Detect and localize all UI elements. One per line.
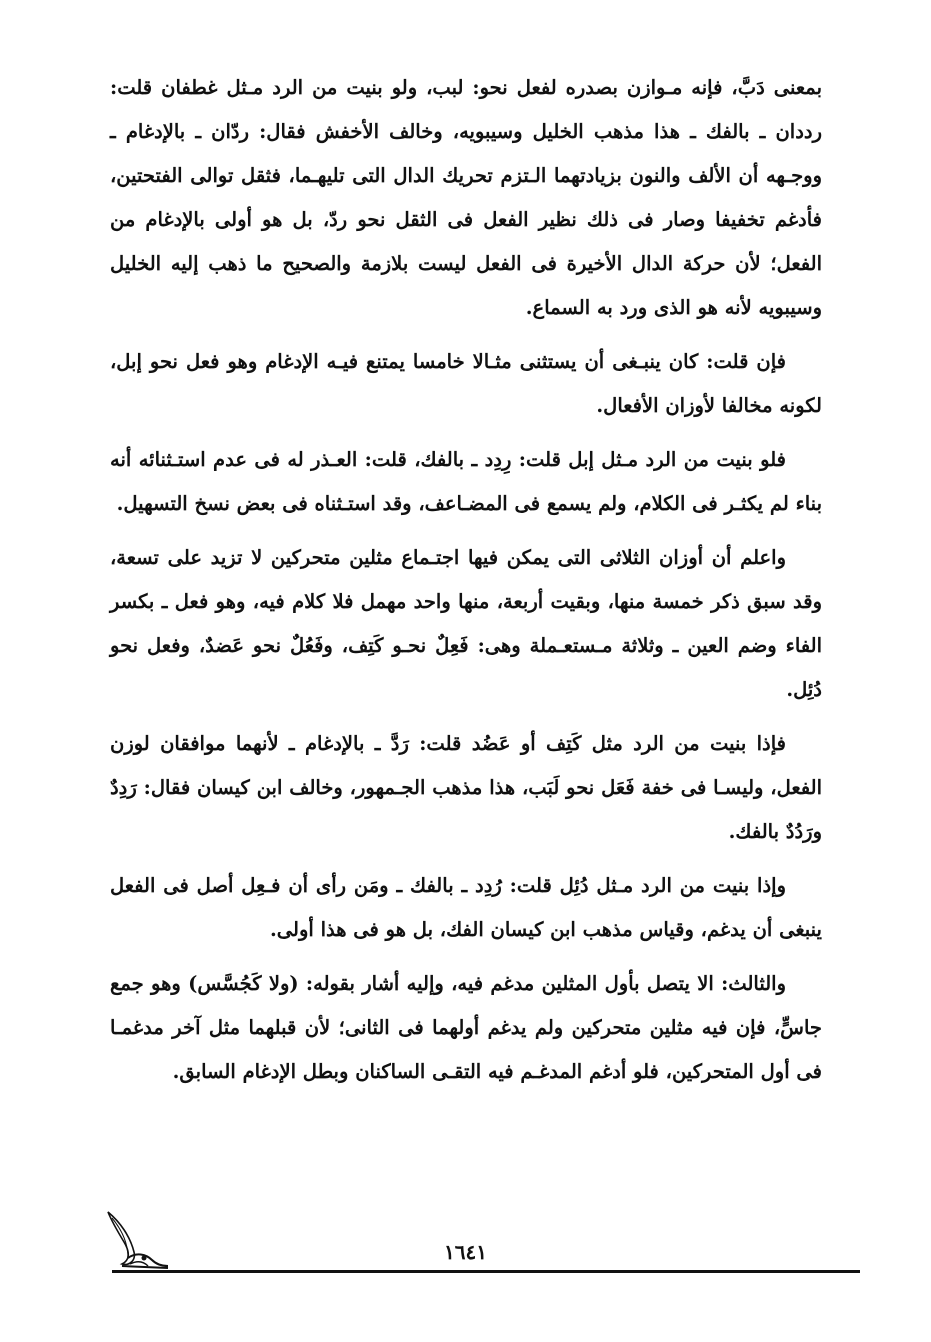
paragraph-6: وإذا بنيت من الرد مـثل دُئِل قلت: رُدِد ـ بالفك ـ ومَن رأى أن فـعِل أصل فى الفعل ينبغى أن يدغم، وقياس مذهب ابن كيسان الفك، بل هو فى هذا أولى. [110, 874, 822, 941]
paragraph-3: فلو بنيت من الرد مـثل إبل قلت: رِدِد ـ بالفك، قلت: العـذر له فى عدم استـثنائه أنه بناء لم يكثـر فى الكلام، ولم يسمع فى المضـاعف، وقد استـثناه فى بعض نسخ التسهيل. [110, 448, 822, 515]
paragraph-1: بمعنى دَبَّ، فإنه مـوازن بصدره لفعل نحو: لبب، ولو بنيت من الرد مـثل غطفان قلت: رددان ـ بالفك ـ هذا مذهب الخليل وسيبويه، وخالف الأخفش فقال: ردّان ـ بالإدغام ـ ووجـهه أن الألف والنون بزيادتهما الـتزم تحريك الدال التى تليهـما، فثقل توالى الفتحتين، فأدغم تخفيفا وصار فى ذلك نظير الفعل فى الثقل نحو ردّ، بل هو أولى بالإدغام من الفعل؛ لأن حركة الدال الأخيرة فى الفعل ليست بلازمة والصحيح ما ذهب إليه الخليل وسيبويه لأنه هو الذى ورد به السماع. [110, 76, 822, 319]
page-number: ١٦٤١ [444, 1240, 487, 1264]
paragraph-2: فإن قلت: كان ينبـغى أن يستثنى مثـالا خامسا يمتنع فيـه الإدغام وهو فعل نحو إبل، لكونه مخالفا لأوزان الأفعال. [110, 350, 822, 417]
quill-ornament-icon [100, 1208, 170, 1274]
paragraph-7: والثالث: الا يتصل بأول المثلين مدغم فيه، وإليه أشار بقوله: (ولا كَجُسَّس) وهو جمع جاسٍّ، فإن فيه مثلين متحركين ولم يدغم أولهما فى الثانى؛ لأن قبلهما مثل آخر مدغمـا فى أول المتحركين، فلو أدغم المدغـم فيه التقـى الساكنان وبطل الإدغام السابق. [110, 972, 822, 1083]
footer-rule [112, 1270, 860, 1273]
body-text [110, 66, 822, 1104]
paragraph-4: واعلم أن أوزان الثلاثى التى يمكن فيها اجتـماع مثلين متحركين لا تزيد على تسعة، وقد سبق ذكر خمسة منها، وبقيت أربعة، منها واحد مهمل فلا كلام فيه، وهو فعل ـ بكسر الفاء وضم العين ـ وثلاثة مـستعـملة وهى: فَعِلٌ نحـو كَتِف، وفَعُلٌ نحو عَضدٌ، وفعل نحو دُئِل. [110, 546, 822, 701]
paragraph-5: فإذا بنيت من الرد مثل كَتِف أو عَضُد قلت: رَدَّ ـ بالإدغام ـ لأنهما موافقان لوزن الفعل، وليسـا فى خفة فَعَل نحو لَبَب، هذا مذهب الجـمهور، وخالف ابن كيسان فقال: رَدِدٌ ورَدُدٌ بالفك. [110, 732, 822, 843]
